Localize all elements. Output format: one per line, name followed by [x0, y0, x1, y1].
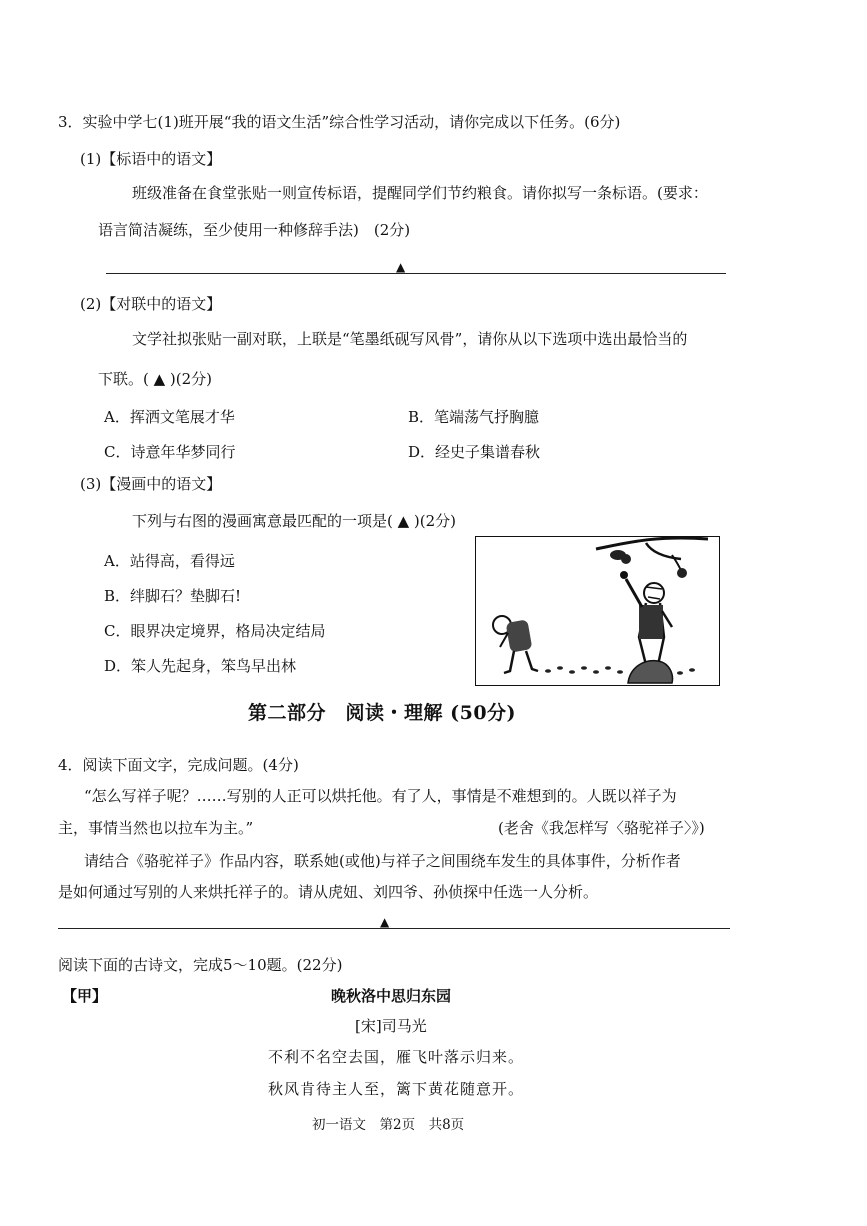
reading-intro: 阅读下面的古诗文，完成5～10题。(22分) — [58, 956, 343, 974]
answer-line-q3-1 — [106, 273, 726, 274]
blank-marker-icon: ▲ — [380, 915, 390, 929]
q4-quote-source: (老舍《我怎样写〈骆驼祥子〉》) — [498, 819, 705, 837]
q3-part2-option-b: B．笔端荡气抒胸臆 — [408, 408, 540, 426]
passage-label: 【甲】 — [62, 987, 108, 1005]
q3-part2-title: (2)【对联中的语文】 — [80, 295, 222, 313]
q3-part2-line2: 下联。( ▲ )(2分) — [98, 370, 213, 388]
poem-author: [宋]司马光 — [355, 1017, 427, 1035]
q3-part3-option-d: D．笨人先起身，笨鸟早出林 — [104, 657, 297, 675]
q3-part2-option-c: C．诗意年华梦同行 — [104, 443, 236, 461]
poem-title: 晚秋洛中思归东园 — [331, 987, 452, 1005]
q4-task-line2: 是如何通过写别的人来烘托祥子的。请从虎妞、刘四爷、孙侦探中任选一人分析。 — [58, 883, 599, 901]
q3-part3-option-a: A．站得高，看得远 — [104, 552, 235, 570]
q3-part1-line2: 语言简洁凝练，至少使用一种修辞手法) (2分) — [98, 221, 411, 239]
q4-task-line1: 请结合《骆驼祥子》作品内容，联系她(或他)与祥子之间围绕车发生的具体事件，分析作者 — [84, 852, 681, 870]
q4-quote-line2: 主，事情当然也以拉车为主。” — [58, 819, 254, 837]
q3-part2-option-d: D．经史子集谱春秋 — [408, 443, 541, 461]
q3-part3-line1: 下列与右图的漫画寓意最匹配的一项是( ▲ )(2分) — [132, 512, 457, 530]
poem-line-2: 秋风肯待主人至，篱下黄花随意开。 — [268, 1080, 525, 1098]
blank-marker-icon: ▲ — [396, 260, 406, 274]
q3-part2-option-a: A．挥洒文笔展才华 — [104, 408, 235, 426]
q4-stem: 4．阅读下面文字，完成问题。(4分) — [58, 756, 299, 774]
answer-line-q4 — [58, 928, 730, 929]
q3-part1-title: (1)【标语中的语文】 — [80, 150, 222, 168]
q3-part3-option-b: B．绊脚石？垫脚石! — [104, 587, 242, 605]
cartoon-illustration — [475, 536, 720, 686]
q3-part3-title: (3)【漫画中的语文】 — [80, 475, 222, 493]
section-heading: 第二部分 阅读・理解 (50分) — [248, 702, 517, 724]
poem-line-1: 不利不名空去国，雁飞叶落示归来。 — [268, 1048, 525, 1066]
q3-part1-line1: 班级准备在食堂张贴一则宣传标语，提醒同学们节约粮食。请你拟写一条标语。(要求： — [132, 184, 708, 202]
q3-stem: 3．实验中学七(1)班开展“我的语文生活”综合性学习活动，请你完成以下任务。(6分) — [58, 113, 621, 131]
page-footer: 初一语文 第2页 共8页 — [312, 1117, 465, 1133]
q3-part2-line1: 文学社拟张贴一副对联，上联是“笔墨纸砚写风骨”，请你从以下选项中选出最恰当的 — [132, 330, 688, 348]
q4-quote-line1: “怎么写祥子呢？……写别的人正可以烘托他。有了人，事情是不难想到的。人既以祥子为 — [84, 787, 677, 805]
cartoon-drawing — [476, 537, 718, 684]
q3-part3-option-c: C．眼界决定境界，格局决定结局 — [104, 622, 326, 640]
